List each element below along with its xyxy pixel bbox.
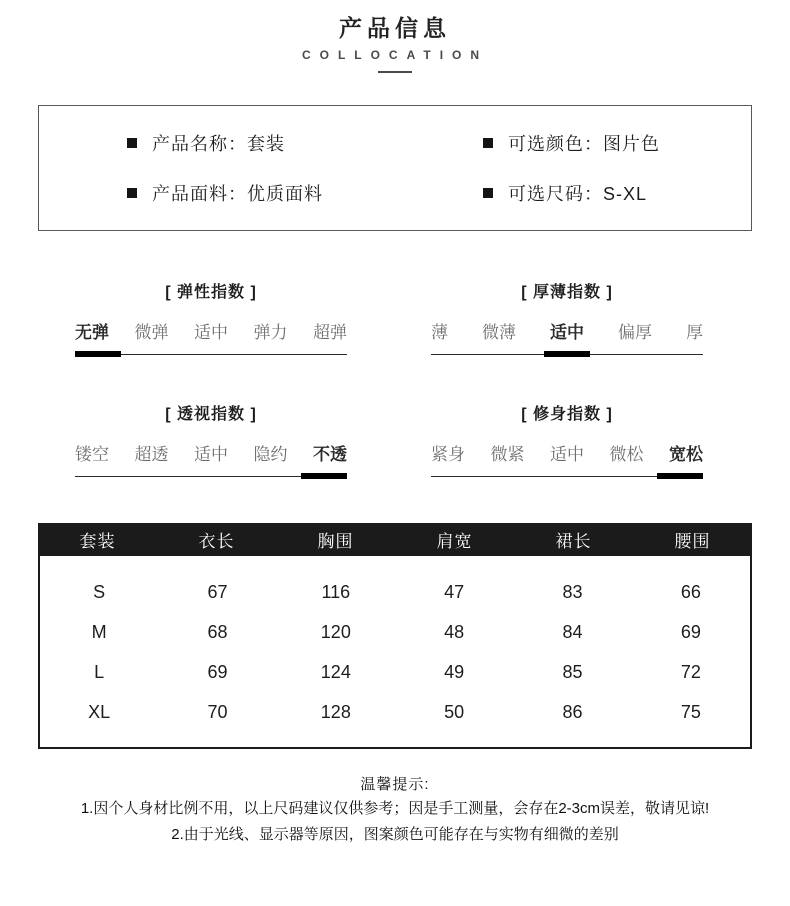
scale-label: 无弹	[75, 323, 109, 342]
page-title: 产品信息	[339, 15, 451, 41]
table-cell: 69	[207, 661, 228, 682]
tips-line-2: 2.由于光线、显示器等原因，图案颜色可能存在与实物有细微的差别	[171, 826, 619, 843]
table-cell: 83	[562, 581, 583, 602]
table-row	[40, 652, 750, 692]
table-cell: 116	[321, 581, 351, 602]
product-color-item	[483, 130, 751, 156]
scale-label: 偏厚	[618, 323, 652, 342]
index-marker	[301, 473, 347, 479]
product-info-box	[38, 105, 752, 231]
table-cell: 120	[320, 621, 351, 642]
scale-label: 微紧	[490, 445, 525, 464]
column-header: 衣长	[198, 532, 235, 551]
bullet-square-icon	[483, 188, 493, 198]
scale-label: 紧身	[431, 445, 465, 464]
product-size-item	[483, 180, 751, 206]
scale-label: 微松	[609, 445, 644, 464]
size-table-body	[38, 556, 752, 749]
transparency-index-section	[75, 405, 347, 477]
table-cell: 47	[444, 581, 465, 602]
table-cell: 70	[207, 701, 228, 722]
column-header: 胸围	[317, 532, 354, 551]
table-cell: 75	[680, 701, 701, 722]
tips-line-1: 1.因个人身材比例不用，以上尺码建议仅供参考；因是手工测量，会存在2-3cm误差，敬请见谅!	[80, 800, 710, 817]
table-cell: 128	[320, 701, 351, 722]
fit-index-cell	[395, 405, 790, 477]
column-header: 套装	[79, 532, 116, 551]
bullet-square-icon	[483, 138, 493, 148]
fit-index-title: [ 修身指数 ]	[521, 406, 613, 423]
transparency-index-title: [ 透视指数 ]	[165, 406, 257, 423]
table-cell: 84	[562, 621, 583, 642]
size-table-header	[38, 523, 752, 556]
table-cell: 68	[207, 621, 228, 642]
index-marker	[544, 351, 590, 357]
thickness-index-cell	[395, 283, 790, 355]
header-divider	[378, 71, 412, 73]
fit-index-section	[431, 405, 703, 477]
table-cell: 69	[680, 621, 701, 642]
transparency-index-cell	[0, 405, 395, 477]
elasticity-index-cell	[0, 283, 395, 355]
table-cell: S	[93, 581, 106, 602]
table-cell: 67	[207, 581, 228, 602]
table-cell: 124	[320, 661, 351, 682]
page-subtitle: COLLOCATION	[301, 48, 489, 62]
product-fabric-text: 产品面料：优质面料	[152, 184, 323, 204]
tips-section	[0, 775, 790, 847]
product-size-text: 可选尺码：S-XL	[508, 184, 648, 204]
scale-label: 超透	[134, 445, 169, 464]
index-track	[431, 354, 703, 355]
index-track	[75, 354, 347, 355]
table-cell: 49	[444, 661, 465, 682]
column-header: 裙长	[555, 532, 592, 551]
table-cell: 50	[444, 701, 465, 722]
table-row	[40, 572, 750, 612]
table-cell: L	[94, 661, 105, 682]
elasticity-index-section	[75, 283, 347, 355]
page-header	[0, 0, 790, 73]
table-cell: M	[91, 621, 107, 642]
bullet-square-icon	[127, 188, 137, 198]
product-fabric-item	[127, 180, 395, 206]
index-marker	[75, 351, 121, 357]
table-cell: 48	[444, 621, 465, 642]
table-row	[40, 612, 750, 652]
scale-label: 微弹	[134, 323, 169, 342]
size-table	[38, 523, 752, 749]
product-info-left-column	[39, 106, 395, 230]
scale-label: 超弹	[313, 323, 347, 342]
table-cell: 86	[562, 701, 583, 722]
scale-label: 隐约	[253, 445, 288, 464]
scale-label: 镂空	[75, 445, 109, 464]
elasticity-index-title: [ 弹性指数 ]	[165, 284, 257, 301]
index-track	[75, 476, 347, 477]
scale-label: 薄	[431, 323, 448, 342]
product-name-text: 产品名称：套装	[152, 134, 285, 154]
column-header: 腰围	[674, 532, 711, 551]
product-info-right-column	[395, 106, 751, 230]
thickness-index-section	[431, 283, 703, 355]
table-cell: 66	[680, 581, 701, 602]
scale-label: 适中	[194, 445, 228, 464]
table-cell: 72	[680, 661, 701, 682]
index-grid	[0, 283, 790, 477]
product-color-text: 可选颜色：图片色	[508, 134, 660, 154]
scale-label: 厚	[686, 323, 703, 342]
scale-label: 不透	[313, 445, 347, 464]
transparency-index-labels	[75, 445, 347, 465]
bullet-square-icon	[127, 138, 137, 148]
scale-label: 适中	[550, 323, 584, 342]
scale-label: 弹力	[253, 323, 288, 342]
elasticity-index-labels	[75, 323, 347, 343]
product-name-item	[127, 130, 395, 156]
scale-label: 适中	[550, 445, 584, 464]
column-header: 肩宽	[436, 532, 473, 551]
scale-label: 宽松	[669, 445, 703, 464]
table-cell: XL	[88, 701, 111, 722]
fit-index-labels	[431, 445, 703, 465]
tips-title: 温馨提示:	[360, 776, 430, 793]
thickness-index-labels	[431, 323, 703, 343]
table-cell: 85	[562, 661, 583, 682]
index-marker	[657, 473, 703, 479]
table-row	[40, 692, 750, 732]
scale-label: 微薄	[482, 323, 516, 342]
scale-label: 适中	[194, 323, 228, 342]
index-track	[431, 476, 703, 477]
thickness-index-title: [ 厚薄指数 ]	[521, 284, 613, 301]
